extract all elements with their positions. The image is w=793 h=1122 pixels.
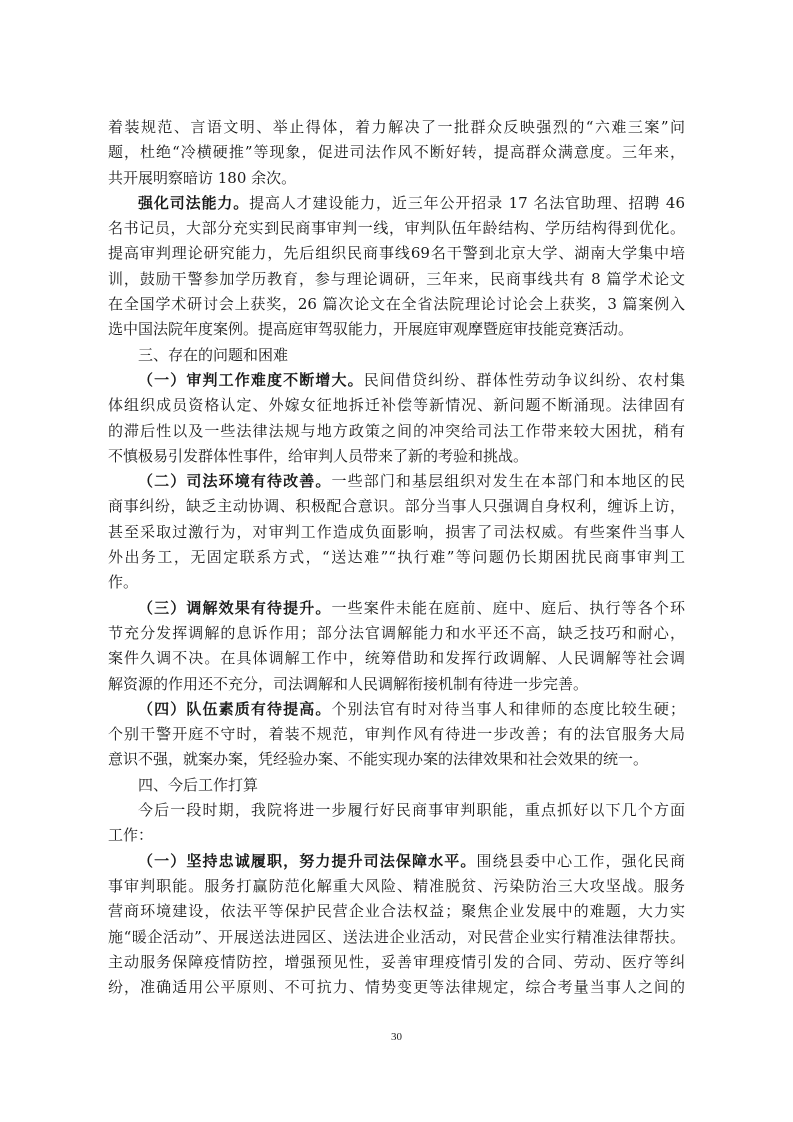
text-line — [108, 773, 685, 798]
paragraph-lead: （二）司法环境有待改善。 — [138, 472, 332, 491]
paragraph-lead: 强化司法能力。 — [138, 193, 250, 212]
text-line — [108, 241, 685, 266]
paragraph-text: 作。 — [108, 573, 139, 592]
text-line — [108, 950, 685, 975]
text-line — [108, 925, 685, 950]
section-heading — [108, 343, 685, 368]
paragraph-text: 意识不强，就案办案，凭经验办案、不能实现办案的法律效果和社会效果的统一。 — [108, 750, 649, 769]
paragraph — [108, 191, 685, 343]
text-line — [108, 343, 685, 368]
text-line — [108, 191, 685, 216]
paragraph — [108, 697, 685, 773]
text-line — [108, 444, 685, 469]
paragraph — [108, 368, 685, 469]
text-line — [108, 722, 685, 747]
paragraph-text: 解资源的作用还不充分，司法调解和人民调解衔接机制有待进一步完善。 — [108, 674, 589, 693]
text-line — [108, 874, 685, 899]
text-line — [108, 621, 685, 646]
paragraph-text: 围绕县委中心工作，强化民商 — [476, 851, 685, 870]
text-line — [108, 747, 685, 772]
section-heading — [108, 773, 685, 798]
text-line — [108, 216, 685, 241]
paragraph-text: 着装规范、言语文明、举止得体，着力解决了一批群众反映强烈的“六难三案”问 — [108, 118, 685, 136]
text-line — [108, 520, 685, 545]
paragraph-text: 今后一段时期，我院将进一步履行好民商事审判职能，重点抓好以下几个方面 — [138, 801, 685, 820]
text-line — [108, 393, 685, 418]
text-line — [108, 267, 685, 292]
paragraph-text: 训，鼓励干警参加学历教育，参与理论调研，三年来，民商事线共有 8 篇学术论文 — [108, 269, 685, 288]
paragraph — [108, 849, 685, 1001]
text-line — [108, 899, 685, 924]
paragraph-text: 纷，准确适用公平原则、不可抗力、情势变更等法律规定，综合考量当事人之间的 — [108, 978, 685, 997]
paragraph-text: 提高人才建设能力，近三年公开招录 17 名法官助理、招聘 46 — [249, 193, 685, 212]
paragraph-text: 施“暖企活动”、开展送法进园区、送法进企业活动，对民营企业实行精准法律帮扶。 — [108, 927, 685, 946]
text-line — [108, 368, 685, 393]
paragraph-text: 节充分发挥调解的息诉作用；部分法官调解能力和水平还不高，缺乏技巧和耐心， — [108, 623, 685, 642]
text-line — [108, 849, 685, 874]
text-line — [108, 697, 685, 722]
text-line — [108, 672, 685, 697]
text-line — [108, 596, 685, 621]
page-number: 30 — [391, 1031, 402, 1043]
paragraph-text: 工作： — [108, 826, 154, 845]
paragraph-text: 主动服务保障疫情防控，增强预见性，妥善审理疫情引发的合同、劳动、医疗等纠 — [108, 952, 685, 971]
text-line — [108, 469, 685, 494]
paragraph-text: 体组织成员资格认定、外嫁女征地拆迁补偿等新情况、新问题不断涌现。法律固有 — [108, 396, 685, 415]
paragraph-lead: （一）坚持忠诚履职，努力提升司法保障水平。 — [138, 851, 477, 870]
paragraph-text: 题，杜绝“冷横硬推”等现象，促进司法作风不断好转，提高群众满意度。三年来， — [108, 143, 685, 162]
paragraph-text: 案件久调不决。在具体调解工作中，统筹借助和发挥行政调解、人民调解等社会调 — [108, 649, 685, 668]
text-line — [108, 166, 685, 191]
paragraph — [108, 596, 685, 697]
paragraph-text: 事审判职能。服务打赢防范化解重大风险、精准脱贫、污染防治三大攻坚战。服务 — [108, 876, 685, 895]
paragraph-lead: （四）队伍素质有待提高。 — [138, 699, 332, 718]
text-line — [108, 115, 685, 140]
paragraph-text: 名书记员，大部分充实到民商事审判一线，审判队伍年龄结构、学历结构得到优化。 — [108, 219, 685, 238]
paragraph-text: 个别干警开庭不守时，着装不规范，审判作风有待进一步改善；有的法官服务大局 — [108, 725, 685, 744]
text-line — [108, 798, 685, 823]
text-line — [108, 646, 685, 671]
paragraph-lead: （一）审判工作难度不断增大。 — [138, 370, 364, 389]
text-line — [108, 545, 685, 570]
paragraph — [108, 798, 685, 849]
paragraph-lead: （三）调解效果有待提升。 — [138, 598, 332, 617]
paragraph-text: 的滞后性以及一些法律法规与地方政策之间的冲突给司法工作带来较大困扰，稍有 — [108, 421, 685, 440]
paragraph-text: 在全国学术研讨会上获奖，26 篇次论文在全省法院理论讨论会上获奖，3 篇案例入 — [108, 295, 685, 314]
paragraph-text: 不慎极易引发群体性事件，给审判人员带来了新的考验和挑战。 — [108, 446, 529, 465]
document-body — [108, 115, 685, 1000]
paragraph — [108, 469, 685, 595]
paragraph-text: 个别法官有时对待当事人和律师的态度比较生硬； — [331, 699, 685, 718]
paragraph-text: 营商环境建设，依法平等保护民营企业合法权益；聚焦企业发展中的难题，大力实 — [108, 902, 685, 921]
text-line — [108, 494, 685, 519]
paragraph-text: 民间借贷纠纷、群体性劳动争议纠纷、农村集 — [363, 370, 685, 389]
text-line — [108, 317, 685, 342]
paragraph-text: 外出务工，无固定联系方式，“送达难”“执行难”等问题仍长期困扰民商事审判工 — [108, 548, 685, 567]
text-line — [108, 140, 685, 165]
paragraph — [108, 115, 685, 191]
text-line — [108, 570, 685, 595]
text-line — [108, 823, 685, 848]
paragraph-text: 四、今后工作打算 — [138, 775, 259, 794]
paragraph-text: 商事纠纷，缺乏主动协调、积极配合意识。部分当事人只强调自身权利，缠诉上访， — [108, 497, 685, 516]
text-line — [108, 975, 685, 1000]
paragraph-text: 提高审判理论研究能力，先后组织民商事线69名干警到北京大学、湖南大学集中培 — [108, 244, 685, 263]
paragraph-text: 一些案件未能在庭前、庭中、庭后、执行等各个环 — [331, 598, 685, 617]
paragraph-text: 甚至采取过激行为，对审判工作造成负面影响，损害了司法权威。有些案件当事人 — [108, 522, 685, 541]
paragraph-text: 三、存在的问题和困难 — [138, 345, 289, 364]
text-line — [108, 292, 685, 317]
paragraph-text: 共开展明察暗访 180 余次。 — [108, 168, 297, 187]
text-line — [108, 419, 685, 444]
paragraph-text: 一些部门和基层组织对发生在本部门和本地区的民 — [331, 472, 685, 491]
paragraph-text: 选中国法院年度案例。提高庭审驾驭能力，开展庭审观摩暨庭审技能竞赛活动。 — [108, 320, 634, 339]
